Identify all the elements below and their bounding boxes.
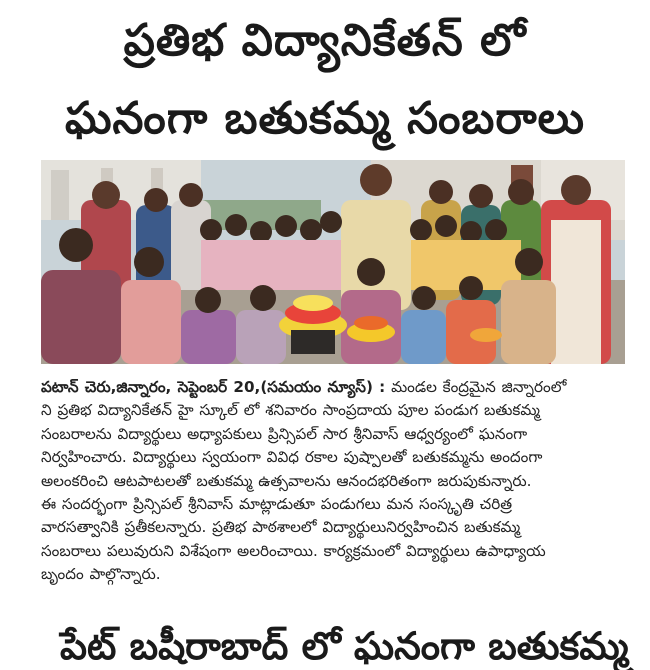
headline-line-2: ఘనంగా బతుకమ్మ సంబరాలు — [64, 93, 586, 144]
article-line: అలంకరించి ఆటపాటలతో బతుకమ్మ ఉత్సవాలను ఆనందభరితంగా జరుపుకున్నారు. — [41, 471, 532, 490]
dateline: పటాన్ చెరు,జిన్నారం, సెప్టెంబర్ 20,(సమయం న్యూస్) : — [41, 378, 386, 396]
news-photo — [41, 160, 625, 364]
article-line: ఈ సందర్భంగా ప్రిన్సిపల్ శ్రీనివాస్ మాట్లాడుతూ పండుగలు మన సంస్కృతి చరిత్ర — [41, 495, 513, 514]
article-line-1-text: మండల కేంద్రమైన జిన్నారంలో — [391, 378, 567, 396]
article-line: ని ప్రతిభ విద్యానికేతన్ హై స్కూల్ లో శనివారం సాంప్రదాయ పూల పండుగ బతుకమ్మ — [41, 401, 540, 420]
article-line: బృందం పాల్గొన్నారు. — [41, 565, 161, 584]
article-line: సంబరాలు పలువురుని విశేషంగా అలరించాయి. కార్యక్రమంలో విద్యార్థులు ఉపాధ్యాయ — [41, 541, 546, 560]
article-line: సంబరాలను విద్యార్థులు అధ్యాపకులు ప్రిన్సిపల్ సార శ్రీనివాస్ ఆధ్వర్యంలో ఘనంగా — [41, 424, 528, 443]
article-line: నిర్వహించారు. విద్యార్థులు స్వయంగా వివిధ రకాల పుష్పాలతో బతుకమ్మను అందంగా — [41, 448, 543, 467]
article-body — [41, 376, 629, 587]
article-line: వారసత్వానికి ప్రతీకలన్నారు. ప్రతిభ పాఠశాలలో విద్యార్థులునిర్వహించిన బతుకమ్మ — [41, 518, 521, 537]
next-headline-cutoff — [60, 622, 629, 668]
article-line — [41, 376, 629, 399]
next-headline: పేట్ బషీరాబాద్ లో ఘనంగా బతుకమ్మ — [60, 624, 629, 668]
headline-line-1: ప్రతిభ విద్యానికేతన్ లో — [123, 15, 527, 66]
